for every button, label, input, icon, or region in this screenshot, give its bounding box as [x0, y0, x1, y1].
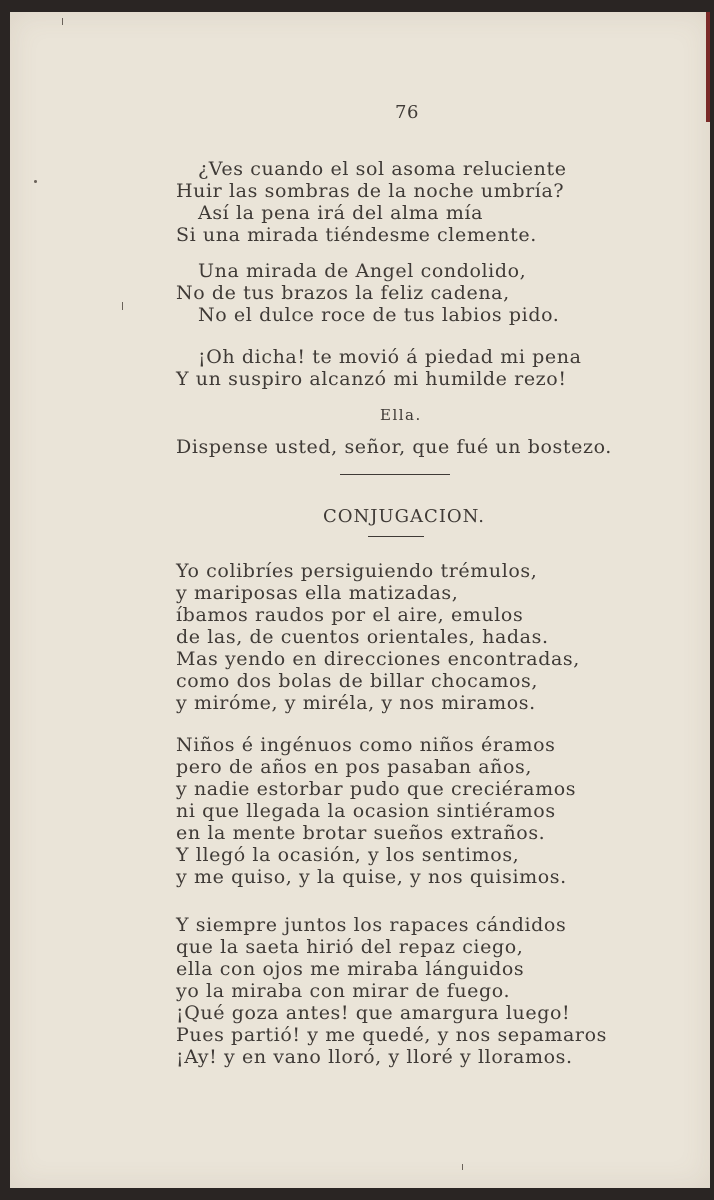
verse-line: Pues partió! y me quedé, y nos sepamaros: [176, 1024, 607, 1046]
paper-speck: [62, 18, 63, 25]
verse-line: No el dulce roce de tus labios pido.: [198, 304, 560, 326]
verse-line: ella con ojos me miraba lánguidos: [176, 958, 525, 980]
verse-line: pero de años en pos pasaban años,: [176, 756, 533, 778]
verse-line: y miróme, y miréla, y nos miramos.: [176, 692, 536, 714]
page-edge-binding: [706, 12, 710, 122]
verse-line: íbamos raudos por el aire, emulos: [176, 604, 524, 626]
verse-line: que la saeta hirió del repaz ciego,: [176, 936, 524, 958]
stanza-1: [176, 158, 567, 246]
verse-line: de las, de cuentos orientales, hadas.: [176, 626, 549, 648]
stanza-2: [176, 260, 559, 326]
verse-line: Y un suspiro alcanzó mi humilde rezo!: [176, 368, 567, 390]
verse-line: y mariposas ella matizadas,: [176, 582, 459, 604]
verse-line: y nadie estorbar pudo que creciéramos: [176, 778, 577, 800]
verse-line: ¡Oh dicha! te movió á piedad mi pena: [198, 346, 582, 368]
verse-line: Y siempre juntos los rapaces cándidos: [176, 914, 567, 936]
title-underline: [368, 536, 424, 537]
reply-line: Dispense usted, señor, que fué un bostezo.: [176, 436, 612, 458]
book-page: [10, 12, 710, 1188]
verse-line: Así la pena irá del alma mía: [198, 202, 484, 224]
verse-line: y me quiso, y la quise, y nos quisimos.: [176, 866, 567, 888]
poem-stanza-1: [176, 560, 580, 714]
verse-line: yo la miraba con mirar de fuego.: [176, 980, 511, 1002]
poem-stanza-3: [176, 914, 607, 1068]
verse-line: Mas yendo en direcciones encontradas,: [176, 648, 580, 670]
paper-speck: [122, 302, 123, 310]
verse-line: como dos bolas de billar chocamos,: [176, 670, 538, 692]
verse-line: Si una mirada tiéndesme clemente.: [176, 224, 537, 246]
page-number: 76: [395, 102, 420, 123]
verse-line: Huir las sombras de la noche umbría?: [176, 180, 565, 202]
verse-line: No de tus brazos la feliz cadena,: [176, 282, 510, 304]
speaker-label: Ella.: [380, 406, 422, 424]
poem-title: CONJUGACION.: [323, 506, 486, 527]
verse-line: ¿Ves cuando el sol asoma reluciente: [198, 158, 567, 180]
paper-speck: [462, 1164, 463, 1170]
verse-line: Yo colibríes persiguiendo trémulos,: [176, 560, 538, 582]
verse-line: Una mirada de Angel condolido,: [198, 260, 527, 282]
verse-line: ¡Qué goza antes! que amargura luego!: [176, 1002, 571, 1024]
paper-speck: [34, 180, 37, 183]
verse-line: Niños é ingénuos como niños éramos: [176, 734, 556, 756]
verse-line: Y llegó la ocasión, y los sentimos,: [176, 844, 520, 866]
verse-line: ni que llegada la ocasion sintiéramos: [176, 800, 556, 822]
verse-line: en la mente brotar sueños extraños.: [176, 822, 546, 844]
verse-line: ¡Ay! y en vano lloró, y lloré y lloramos.: [176, 1046, 573, 1068]
section-divider: [340, 474, 450, 475]
poem-stanza-2: [176, 734, 576, 888]
stanza-3: [176, 346, 582, 390]
